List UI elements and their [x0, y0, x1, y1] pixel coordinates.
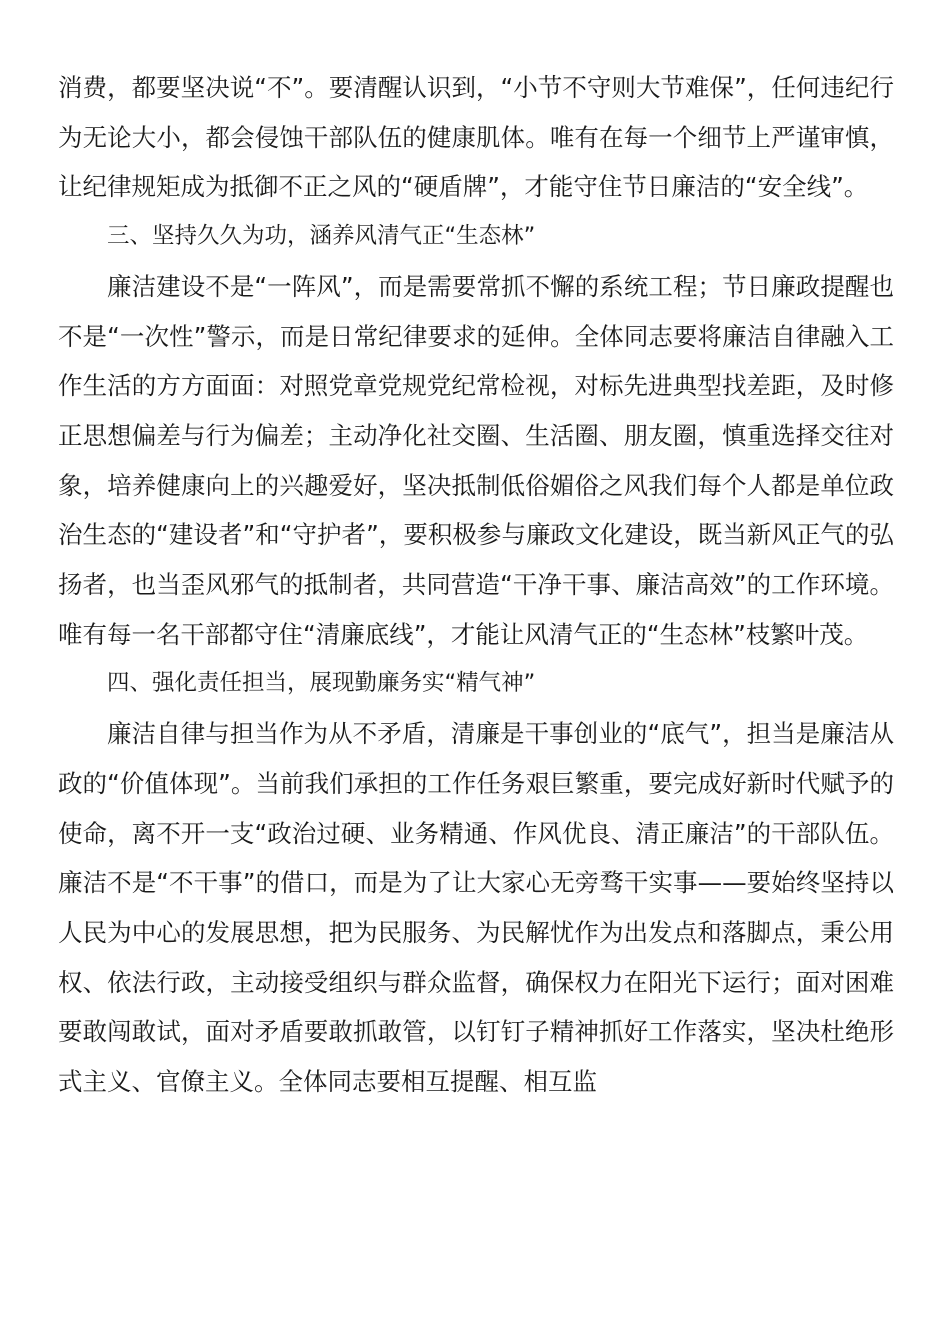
paragraph-section-3: 廉洁建设不是“一阵风”，而是需要常抓不懈的系统工程；节日廉政提醒也不是“一次性”警示，而是日常纪律要求的延伸。全体同志要将廉洁自律融入工作生活的方方面面：对照党章党规党纪常检视，对标先进典型找差距，及时修正思想偏差与行为偏差；主动净化社交圈、生活圈、朋友圈，慎重选择交往对象，培养健康向上的兴趣爱好，坚决抵制低俗媚俗之风我们每个人都是单位政治生态的“建设者”和“守护者”，要积极参与廉政文化建设，既当新风正气的弘扬者，也当歪风邪气的抵制者，共同营造“干净干事、廉洁高效”的工作环境。唯有每一名干部都守住“清廉底线”，才能让风清气正的“生态林”枝繁叶茂。: [58, 271, 894, 649]
document-page: [58, 63, 894, 1107]
paragraph-continued: 消费，都要坚决说“不”。要清醒认识到，“小节不守则大节难保”，任何违纪行为无论大小，都会侵蚀干部队伍的健康肌体。唯有在每一个细节上严谨审慎，让纪律规矩成为抵御不正之风的“硬盾牌”，才能守住节日廉洁的“安全线”。: [58, 73, 894, 202]
section-heading-3: 三、坚持久久为功，涵养风清气正“生态林”: [107, 223, 536, 250]
section-heading-4: 四、强化责任担当，展现勤廉务实“精气神”: [107, 670, 536, 697]
paragraph-section-4: 廉洁自律与担当作为从不矛盾，清廉是干事创业的“底气”，担当是廉洁从政的“价值体现”。当前我们承担的工作任务艰巨繁重，要完成好新时代赋予的使命，离不开一支“政治过硬、业务精通、作风优良、清正廉洁”的干部队伍。廉洁不是“不干事”的借口，而是为了让大家心无旁骛干实事——要始终坚持以人民为中心的发展思想，把为民服务、为民解忧作为出发点和落脚点，秉公用权、依法行政，主动接受组织与群众监督，确保权力在阳光下运行；面对困难要敢闯敢试，面对矛盾要敢抓敢管，以钉钉子精神抓好工作落实，坚决杜绝形式主义、官僚主义。全体同志要相互提醒、相互监: [58, 719, 894, 1097]
